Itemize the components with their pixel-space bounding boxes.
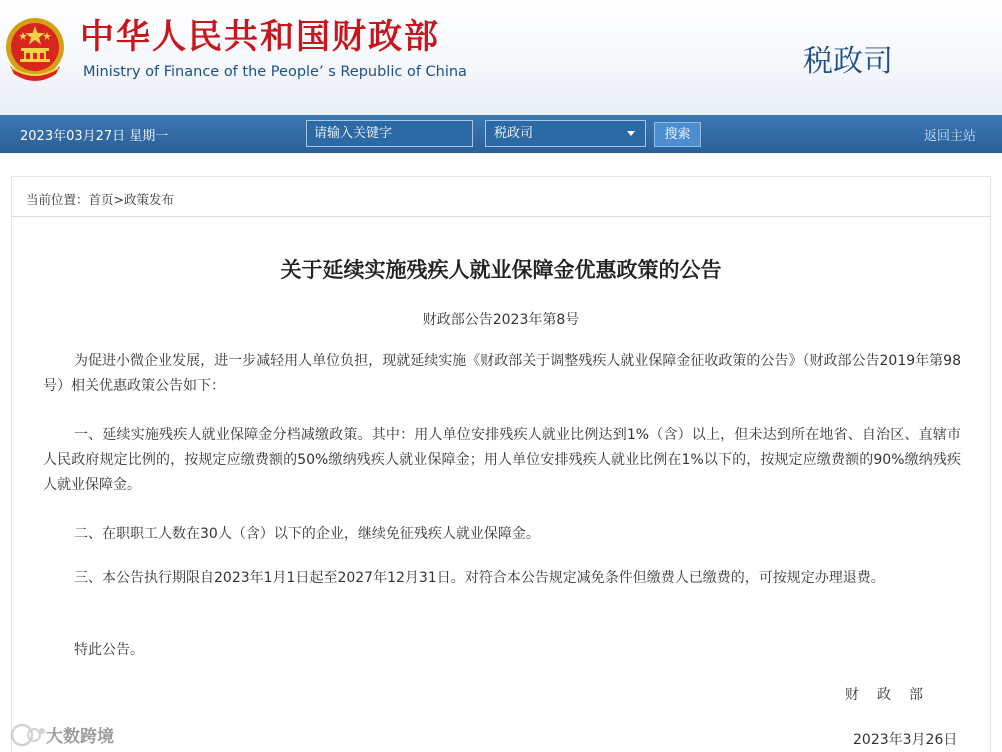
current-date: 2023年03月27日 星期一 — [20, 129, 169, 144]
watermark-logo-icon — [8, 720, 48, 750]
watermark-text: 大数跨境 — [46, 727, 114, 747]
department-select-value: 税政司 — [494, 126, 534, 141]
site-title-en: Ministry of Finance of the People’ s Republic of China — [83, 64, 467, 80]
national-emblem-icon — [4, 16, 66, 82]
document-number: 财政部公告2023年第8号 — [422, 312, 580, 328]
breadcrumb-separator: > — [113, 192, 125, 207]
signature-date: 2023年3月26日 — [853, 732, 958, 748]
article-paragraph: 特此公告。 — [74, 642, 144, 658]
article-paragraph: 二、在职职工人数在30人（含）以下的企业，继续免征残疾人就业保障金。 — [74, 526, 540, 542]
site-title-cn: 中华人民共和国财政部 — [80, 17, 440, 57]
back-home-link[interactable]: 返回主站 — [924, 129, 977, 144]
search-input[interactable] — [306, 120, 473, 147]
article-paragraph: 一、延续实施残疾人就业保障金分档减缴政策。其中：用人单位安排残疾人就业比例达到1%（含）以上，但未达到所在地省、自治区、直辖市人民政府规定比例的，按规定应缴费额的50%缴纳残疾人就业保障金；用人单位安排残疾人就业比例在1%以下的，按规定应缴费额的90%缴纳残疾人就业保障金。 — [43, 427, 961, 493]
article-title: 关于延续实施残疾人就业保障金优惠政策的公告 — [280, 258, 722, 282]
department-name: 税政司 — [803, 44, 893, 79]
article-paragraph: 三、本公告执行期限自2023年1月1日起至2027年12月31日。对符合本公告规定减免条件但缴费人已缴费的，可按规定办理退费。 — [74, 570, 885, 586]
article-paragraph: 为促进小微企业发展，进一步减轻用人单位负担，现就延续实施《财政部关于调整残疾人就业保障金征收政策的公告》（财政部公告2019年第98号）相关优惠政策公告如下： — [43, 353, 961, 394]
top-navbar — [0, 115, 1002, 153]
search-button[interactable]: 搜索 — [654, 122, 701, 147]
site-header — [0, 0, 1002, 115]
breadcrumb-home-link[interactable]: 首页 — [88, 192, 114, 207]
breadcrumb-prefix: 当前位置： — [26, 192, 89, 207]
signature-organization: 财政部 — [845, 687, 941, 703]
breadcrumb-divider — [11, 216, 991, 217]
breadcrumb — [26, 190, 174, 208]
chevron-down-icon — [627, 131, 635, 136]
breadcrumb-current-link[interactable]: 政策发布 — [124, 192, 175, 207]
department-select[interactable] — [485, 120, 646, 147]
